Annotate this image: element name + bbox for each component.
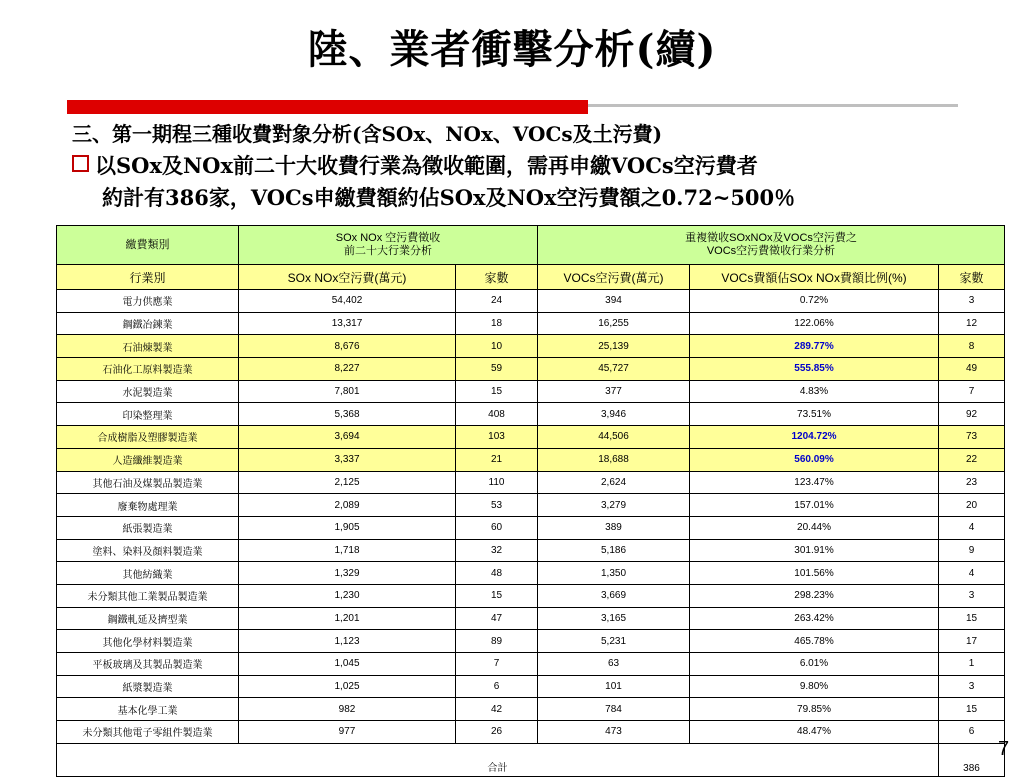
table-row [57, 426, 1005, 449]
cell-count-a: 408 [456, 403, 538, 426]
cell-ratio: 4.83% [690, 380, 939, 403]
cell-vocs-fee: 1,350 [538, 562, 690, 585]
cell-count-a: 53 [456, 494, 538, 517]
cell-count-a: 10 [456, 335, 538, 358]
cell-ratio: 73.51% [690, 403, 939, 426]
table-row [57, 584, 1005, 607]
cell-count-b: 73 [939, 426, 1005, 449]
cell-sox-fee: 1,230 [239, 584, 456, 607]
cell-count-a: 24 [456, 290, 538, 313]
table-row [57, 562, 1005, 585]
cell-count-a: 18 [456, 312, 538, 335]
cell-industry: 其他石油及煤製品製造業 [57, 471, 239, 494]
table-total-row [57, 743, 1005, 776]
cell-ratio: 101.56% [690, 562, 939, 585]
bullet-line-1: 以SOx及NOx前二十大收費行業為徵收範圍，需再申繳VOCs空污費者 [95, 153, 758, 178]
table-header-row-1 [57, 226, 1005, 265]
bullet-point [72, 150, 972, 214]
table-row [57, 358, 1005, 381]
cell-count-b: 23 [939, 471, 1005, 494]
cell-count-a: 21 [456, 448, 538, 471]
cell-count-b: 7 [939, 380, 1005, 403]
cell-vocs-fee: 2,624 [538, 471, 690, 494]
cell-vocs-fee: 394 [538, 290, 690, 313]
title-underline-gray [588, 104, 958, 107]
cell-industry: 石油化工原料製造業 [57, 358, 239, 381]
cell-count-b: 15 [939, 698, 1005, 721]
industry-fee-table [56, 225, 1005, 777]
cell-vocs-fee: 5,231 [538, 630, 690, 653]
cell-ratio: 20.44% [690, 516, 939, 539]
cell-sox-fee: 1,201 [239, 607, 456, 630]
header-vocs-fee: VOCs空污費(萬元) [538, 265, 690, 290]
cell-ratio: 465.78% [690, 630, 939, 653]
header-count-b: 家數 [939, 265, 1005, 290]
cell-ratio: 298.23% [690, 584, 939, 607]
cell-count-b: 3 [939, 584, 1005, 607]
cell-vocs-fee: 5,186 [538, 539, 690, 562]
cell-count-a: 32 [456, 539, 538, 562]
cell-industry: 未分類其他工業製品製造業 [57, 584, 239, 607]
cell-ratio: 9.80% [690, 675, 939, 698]
total-label: 合計 [57, 743, 939, 776]
cell-vocs-fee: 16,255 [538, 312, 690, 335]
cell-count-b: 8 [939, 335, 1005, 358]
cell-sox-fee: 8,676 [239, 335, 456, 358]
cell-count-a: 103 [456, 426, 538, 449]
cell-ratio: 122.06% [690, 312, 939, 335]
cell-count-a: 42 [456, 698, 538, 721]
cell-count-a: 59 [456, 358, 538, 381]
cell-sox-fee: 54,402 [239, 290, 456, 313]
header-sox-fee: SOx NOx空污費(萬元) [239, 265, 456, 290]
cell-count-a: 26 [456, 721, 538, 744]
cell-sox-fee: 3,694 [239, 426, 456, 449]
table-row [57, 448, 1005, 471]
cell-industry: 合成樹脂及塑膠製造業 [57, 426, 239, 449]
cell-ratio: 0.72% [690, 290, 939, 313]
table-row [57, 494, 1005, 517]
cell-ratio: 301.91% [690, 539, 939, 562]
header-group-b: 重複徵收SOxNOx及VOCs空污費之 VOCs空污費徵收行業分析 [538, 226, 1005, 265]
cell-vocs-fee: 101 [538, 675, 690, 698]
cell-count-b: 1 [939, 653, 1005, 676]
cell-industry: 廢棄物處理業 [57, 494, 239, 517]
cell-industry: 紙張製造業 [57, 516, 239, 539]
cell-sox-fee: 13,317 [239, 312, 456, 335]
cell-vocs-fee: 44,506 [538, 426, 690, 449]
title-underline-red [67, 100, 588, 114]
cell-count-b: 22 [939, 448, 1005, 471]
table-row [57, 335, 1005, 358]
cell-sox-fee: 2,125 [239, 471, 456, 494]
cell-industry: 紙漿製造業 [57, 675, 239, 698]
cell-count-a: 7 [456, 653, 538, 676]
cell-industry: 平板玻璃及其製品製造業 [57, 653, 239, 676]
cell-vocs-fee: 3,279 [538, 494, 690, 517]
cell-ratio: 560.09% [690, 448, 939, 471]
cell-sox-fee: 7,801 [239, 380, 456, 403]
header-group-a: SOx NOx 空污費徵收 前二十大行業分析 [239, 226, 538, 265]
cell-count-b: 9 [939, 539, 1005, 562]
cell-ratio: 79.85% [690, 698, 939, 721]
cell-vocs-fee: 3,946 [538, 403, 690, 426]
cell-industry: 水泥製造業 [57, 380, 239, 403]
cell-vocs-fee: 377 [538, 380, 690, 403]
cell-industry: 基本化學工業 [57, 698, 239, 721]
table-row [57, 607, 1005, 630]
cell-industry: 其他紡織業 [57, 562, 239, 585]
cell-count-b: 17 [939, 630, 1005, 653]
cell-count-a: 15 [456, 584, 538, 607]
cell-industry: 塗料、染料及顏料製造業 [57, 539, 239, 562]
cell-ratio: 157.01% [690, 494, 939, 517]
cell-vocs-fee: 389 [538, 516, 690, 539]
cell-industry: 電力供應業 [57, 290, 239, 313]
cell-count-b: 92 [939, 403, 1005, 426]
table-row [57, 653, 1005, 676]
cell-count-b: 3 [939, 290, 1005, 313]
bullet-line-2: 約計有386家，VOCs申繳費額約佔SOx及NOx空污費額之0.72~500％ [102, 185, 796, 210]
cell-count-a: 6 [456, 675, 538, 698]
cell-sox-fee: 1,905 [239, 516, 456, 539]
cell-count-b: 6 [939, 721, 1005, 744]
table-row [57, 539, 1005, 562]
cell-vocs-fee: 784 [538, 698, 690, 721]
section-subtitle: 三、第一期程三種收費對象分析(含SOx、NOx、VOCs及土污費) [72, 122, 663, 146]
cell-count-a: 47 [456, 607, 538, 630]
cell-industry: 石油煉製業 [57, 335, 239, 358]
page-title: 陸、業者衝擊分析(續) [307, 26, 717, 73]
cell-count-b: 15 [939, 607, 1005, 630]
table-row [57, 630, 1005, 653]
table-row [57, 675, 1005, 698]
cell-vocs-fee: 3,165 [538, 607, 690, 630]
cell-ratio: 1204.72% [690, 426, 939, 449]
cell-count-a: 89 [456, 630, 538, 653]
cell-count-b: 12 [939, 312, 1005, 335]
table-row [57, 698, 1005, 721]
table-header-row-2 [57, 265, 1005, 290]
header-ratio: VOCs費額佔SOx NOx費額比例(%) [690, 265, 939, 290]
header-category: 繳費類別 [57, 226, 239, 265]
cell-industry: 未分類其他電子零組件製造業 [57, 721, 239, 744]
table-row [57, 312, 1005, 335]
total-count: 386 [939, 743, 1005, 776]
cell-count-a: 48 [456, 562, 538, 585]
cell-ratio: 6.01% [690, 653, 939, 676]
header-count-a: 家數 [456, 265, 538, 290]
table-row [57, 290, 1005, 313]
cell-sox-fee: 8,227 [239, 358, 456, 381]
cell-sox-fee: 1,025 [239, 675, 456, 698]
cell-sox-fee: 1,045 [239, 653, 456, 676]
cell-vocs-fee: 45,727 [538, 358, 690, 381]
cell-vocs-fee: 25,139 [538, 335, 690, 358]
cell-vocs-fee: 63 [538, 653, 690, 676]
cell-industry: 鋼鐵軋延及擠型業 [57, 607, 239, 630]
cell-ratio: 48.47% [690, 721, 939, 744]
cell-industry: 印染整理業 [57, 403, 239, 426]
cell-count-b: 49 [939, 358, 1005, 381]
table-row [57, 721, 1005, 744]
cell-count-a: 110 [456, 471, 538, 494]
cell-ratio: 555.85% [690, 358, 939, 381]
page-number: 7 [998, 738, 1010, 760]
cell-industry: 人造纖維製造業 [57, 448, 239, 471]
table-row [57, 516, 1005, 539]
cell-count-b: 4 [939, 516, 1005, 539]
cell-ratio: 123.47% [690, 471, 939, 494]
cell-count-b: 3 [939, 675, 1005, 698]
cell-sox-fee: 2,089 [239, 494, 456, 517]
cell-sox-fee: 977 [239, 721, 456, 744]
cell-ratio: 263.42% [690, 607, 939, 630]
cell-vocs-fee: 3,669 [538, 584, 690, 607]
cell-sox-fee: 5,368 [239, 403, 456, 426]
cell-sox-fee: 3,337 [239, 448, 456, 471]
cell-count-b: 4 [939, 562, 1005, 585]
square-bullet-icon [72, 155, 89, 172]
table-row [57, 471, 1005, 494]
cell-ratio: 289.77% [690, 335, 939, 358]
cell-sox-fee: 1,718 [239, 539, 456, 562]
cell-count-b: 20 [939, 494, 1005, 517]
cell-sox-fee: 1,123 [239, 630, 456, 653]
cell-count-a: 60 [456, 516, 538, 539]
cell-count-a: 15 [456, 380, 538, 403]
cell-sox-fee: 1,329 [239, 562, 456, 585]
cell-vocs-fee: 473 [538, 721, 690, 744]
table-row [57, 403, 1005, 426]
cell-industry: 鋼鐵冶鍊業 [57, 312, 239, 335]
header-industry: 行業別 [57, 265, 239, 290]
table-row [57, 380, 1005, 403]
cell-sox-fee: 982 [239, 698, 456, 721]
cell-vocs-fee: 18,688 [538, 448, 690, 471]
cell-industry: 其他化學材料製造業 [57, 630, 239, 653]
